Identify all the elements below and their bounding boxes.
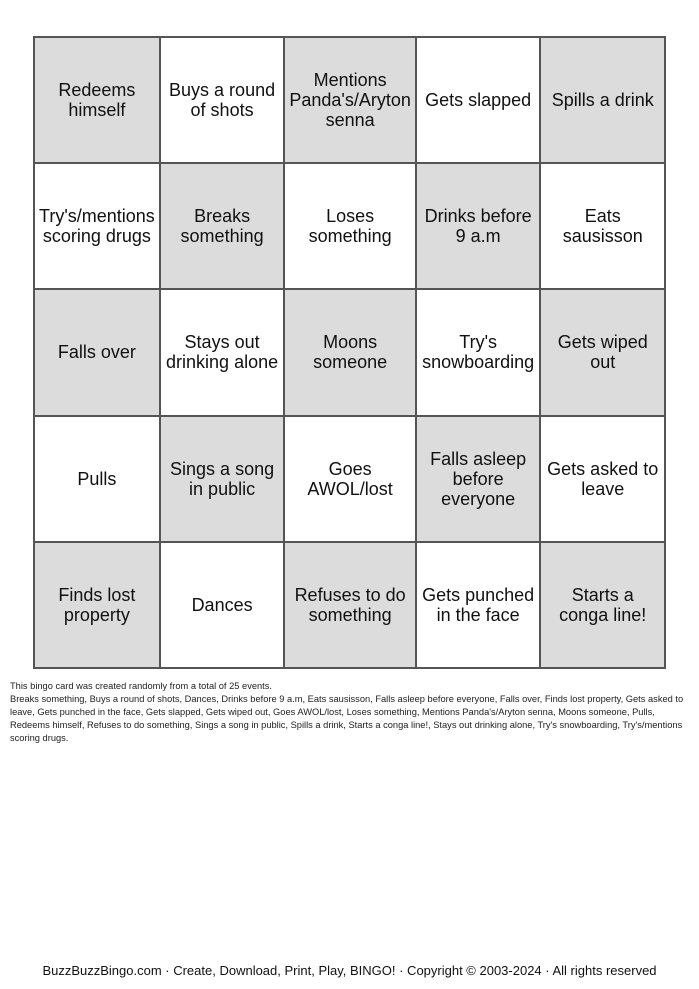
bingo-cell: Falls asleep before everyone xyxy=(416,416,541,542)
footer: BuzzBuzzBingo.com · Create, Download, Print, Play, BINGO! · Copyright © 2003-2024 · All rights reserved xyxy=(42,963,657,978)
bingo-cell: Stays out drinking alone xyxy=(160,289,285,415)
bingo-cell: Refuses to do something xyxy=(284,542,416,668)
card-notes xyxy=(10,680,690,745)
bingo-cell: Gets wiped out xyxy=(540,289,665,415)
bingo-cell: Spills a drink xyxy=(540,37,665,163)
bingo-cell: Try's/mentions scoring drugs xyxy=(34,163,160,289)
bingo-cell: Dances xyxy=(160,542,285,668)
bingo-cell: Falls over xyxy=(34,289,160,415)
events-list: Breaks something, Buys a round of shots, Dances, Drinks before 9 a.m, Eats sausisson, Falls asleep before everyone, Falls over, Finds lost property, Gets asked to leave, Gets punched in the face, Gets slapped, Gets wiped out, Goes AWOL/lost, Loses something, Mentions Panda's/Aryton senna, Moons someone, Pulls, Redeems himself, Refuses to do something, Sings a song in public, Spills a drink, Starts a conga line!, Stays out drinking alone, Try's snowboarding, Try's/mentions scoring drugs. xyxy=(10,694,684,743)
bingo-cell: Drinks before 9 a.m xyxy=(416,163,541,289)
bingo-cell: Sings a song in public xyxy=(160,416,285,542)
bingo-cell: Eats sausisson xyxy=(540,163,665,289)
bingo-cell: Breaks something xyxy=(160,163,285,289)
bingo-cell: Loses something xyxy=(284,163,416,289)
bingo-cell: Try's snowboarding xyxy=(416,289,541,415)
bingo-grid xyxy=(33,36,666,669)
bingo-cell: Pulls xyxy=(34,416,160,542)
bingo-cell: Buys a round of shots xyxy=(160,37,285,163)
summary-text: This bingo card was created randomly from a total of 25 events. xyxy=(10,681,272,691)
bingo-cell: Redeems himself xyxy=(34,37,160,163)
bingo-cell: Goes AWOL/lost xyxy=(284,416,416,542)
bingo-cell: Finds lost property xyxy=(34,542,160,668)
bingo-cell: Starts a conga line! xyxy=(540,542,665,668)
bingo-cell: Gets slapped xyxy=(416,37,541,163)
bingo-cell: Moons someone xyxy=(284,289,416,415)
bingo-cell: Gets punched in the face xyxy=(416,542,541,668)
bingo-cell: Mentions Panda's/Aryton senna xyxy=(284,37,416,163)
bingo-cell: Gets asked to leave xyxy=(540,416,665,542)
